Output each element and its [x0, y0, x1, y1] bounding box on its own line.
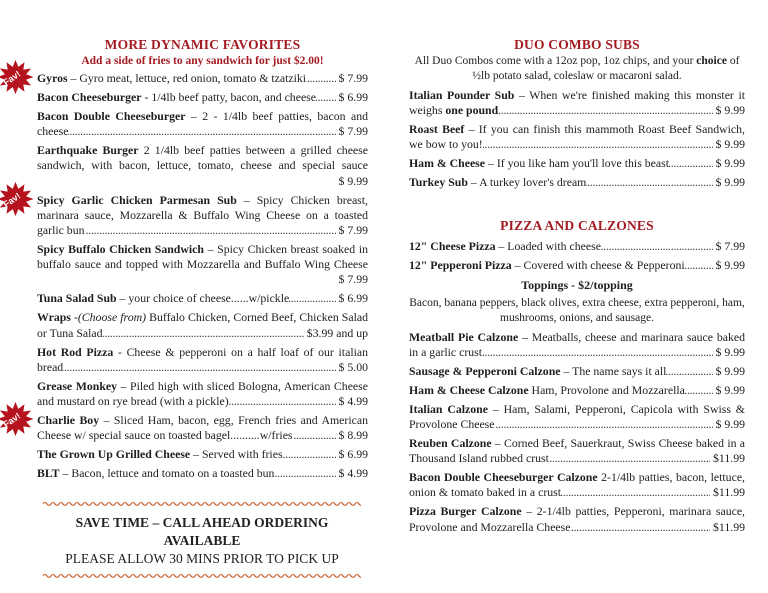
intro-text-end: of ½lb potato salad, coleslaw or macaroni salad.: [472, 55, 740, 82]
menu-item: [37, 109, 368, 139]
wavy-divider-bottom: [43, 572, 361, 580]
menu-item: [37, 379, 368, 409]
item-text: [409, 364, 666, 378]
menu-item: [409, 436, 745, 466]
menu-item: [37, 310, 368, 340]
menu-item: [409, 122, 745, 152]
item-name: Spicy Buffalo Chicken Sandwich: [37, 242, 204, 257]
item-price: $ 6.99: [336, 447, 369, 462]
menu-item: [409, 383, 745, 398]
item-text: [409, 383, 685, 397]
pizza-calzones-heading: PIZZA AND CALZONES: [500, 217, 654, 233]
menu-item: [409, 402, 745, 432]
item-text: [409, 239, 601, 253]
item-text: [37, 143, 368, 172]
menu-item: [409, 470, 745, 500]
item-price: $ 9.99: [713, 175, 746, 190]
item-text: [37, 109, 368, 138]
duo-combo-list: [409, 88, 745, 191]
pickup-notice: PLEASE ALLOW 30 MINS PRIOR TO PICK UP: [65, 551, 339, 566]
item-description: Piled high with sliced Bologna, American Cheese and mustard on rye bread (with a pickle): [37, 378, 368, 409]
item-description: Sliced Ham, bacon, egg, French fries and American Cheese w/ special sauce on toasted bagel..........w/fries: [37, 413, 368, 443]
item-price: $ 9.99: [713, 364, 746, 379]
item-description: The name says it all: [572, 363, 667, 378]
item-price: $ 9.99: [713, 103, 746, 118]
call-ahead-text: SAVE TIME – CALL AHEAD ORDERING AVAILABLE: [75, 515, 329, 548]
menu-item: [409, 364, 745, 379]
item-price: $ 7.99: [336, 124, 369, 139]
item-price: $11.99: [710, 520, 745, 535]
item-description-emphasis: one pound: [445, 103, 499, 118]
item-description: Spicy Chicken breast soaked in buffalo sauce and topped with Mozzarella and Buffalo Wing Cheese: [37, 242, 368, 272]
intro-emphasis: choice: [696, 55, 727, 67]
fav-badge: [0, 181, 34, 217]
menu-item: [409, 258, 745, 273]
item-price: $ 9.99: [713, 156, 746, 171]
item-name: Roast Beef: [409, 122, 465, 137]
call-ahead-banner: [43, 500, 361, 580]
item-name: 12" Cheese Pizza: [409, 238, 496, 253]
calzone-list: [409, 330, 745, 535]
item-name: Pizza Burger Calzone: [409, 504, 522, 519]
item-name: BLT: [37, 466, 60, 481]
pizza-list: [409, 239, 745, 273]
item-separator: –: [203, 242, 218, 257]
item-text: [37, 291, 289, 305]
menu-item-body: [37, 71, 368, 86]
item-description: Ham, Provolone and Mozzarella: [531, 382, 685, 397]
menu-item: [37, 143, 368, 189]
item-description: A turkey lover's dream: [479, 175, 587, 190]
item-name: Turkey Sub: [409, 175, 468, 190]
item-separator: –: [467, 175, 480, 190]
item-text: [409, 330, 745, 359]
item-price: $ 4.99: [336, 466, 369, 481]
duo-combo-intro: [409, 54, 745, 84]
more-dynamic-favorites-section: [1, 36, 368, 485]
right-column: [409, 36, 745, 539]
item-description: Loaded with cheese: [507, 238, 601, 253]
item-text: [37, 242, 368, 271]
menu-item: [409, 330, 745, 360]
item-description: 2 - 1/4lb beef patties, bacon and cheese: [37, 109, 368, 139]
item-text: [409, 156, 669, 170]
menu-item-favorite: [1, 68, 368, 88]
item-text: [37, 447, 283, 461]
menu-item: [37, 90, 368, 105]
item-description: Corned Beef, Sauerkraut, Swiss Cheese baked in a Thousand Island rubbed crust: [409, 436, 745, 466]
fav-badge: [0, 401, 34, 437]
menu-item-body: [37, 193, 368, 239]
item-text: [37, 71, 306, 85]
item-price: $ 9.99: [713, 137, 746, 152]
item-name: Tuna Salad Sub: [37, 291, 117, 306]
item-name: Hot Rod Pizza: [37, 344, 114, 359]
item-description: Cheese & pepperoni on a half loaf of our italian bread: [37, 344, 368, 374]
menu-item: [37, 466, 368, 481]
item-price: $ 6.99: [336, 90, 369, 105]
item-description: 2 1/4lb beef patties between a grilled cheese sandwich, with bacon, lettuce, tomato, cheese and special sauce: [37, 143, 368, 173]
item-name: Earthquake Burger: [37, 143, 139, 158]
item-price: $11.99: [710, 485, 745, 500]
fav-badge: [0, 59, 34, 95]
item-separator: –: [67, 71, 80, 85]
item-separator: –: [560, 363, 573, 378]
item-separator: -: [113, 344, 127, 359]
item-separator: –: [117, 378, 131, 393]
menu-item: [409, 88, 745, 118]
item-separator: -: [141, 90, 152, 104]
item-name: Ham & Cheese Calzone: [409, 382, 529, 397]
favorites-list: [1, 68, 368, 481]
item-text: [409, 470, 745, 499]
item-note: (Choose from): [77, 310, 147, 325]
menu-item-favorite: [1, 410, 368, 443]
item-price: $ 9.99: [713, 417, 746, 432]
item-separator: –: [511, 257, 524, 272]
item-separator: –: [495, 238, 508, 253]
fav-badge-label: Fav!: [1, 190, 23, 210]
item-description: If you like ham you'll love this beast: [496, 156, 669, 171]
item-separator: –: [518, 329, 532, 344]
toppings-list: Bacon, banana peppers, black olives, extra cheese, extra pepperoni, ham, mushrooms, onions, and sausage.: [409, 296, 745, 324]
item-price: $ 5.00: [336, 360, 369, 375]
item-price: $ 7.99: [336, 272, 369, 287]
item-description: your choice of cheese......w/pickle: [128, 291, 290, 306]
item-description: Covered with cheese & Pepperoni: [523, 257, 685, 272]
item-separator: –: [514, 88, 530, 102]
item-name: Ham & Cheese: [409, 156, 486, 171]
item-price: $ 6.99: [336, 291, 369, 306]
item-price: $ 7.99: [713, 239, 746, 254]
item-name: Gyros: [37, 71, 68, 85]
item-description: Served with fries: [201, 447, 283, 462]
menu-item: [37, 242, 368, 288]
item-text: [37, 379, 368, 408]
item-description: 2-1/4lb patties, bacon, lettuce, onion & tomato baked in a crust: [409, 470, 745, 500]
item-description: Bacon, lettuce and tomato on a toasted bun: [71, 466, 275, 481]
menu-item: [409, 239, 745, 254]
menu-item: [409, 504, 745, 534]
section-heading: MORE DYNAMIC FAVORITES: [104, 37, 301, 52]
intro-text: All Duo Combos come with a 12oz pop, 1oz chips, and your: [414, 55, 697, 67]
item-separator: –: [491, 436, 504, 451]
menu-item: [409, 156, 745, 171]
item-separator: –: [59, 466, 72, 481]
item-description: Gyro meat, lettuce, red onion, tomato & tzatziki: [79, 71, 307, 85]
item-name: Grease Monkey: [37, 378, 118, 393]
item-name: Bacon Cheeseburger: [37, 90, 142, 104]
item-name: Wraps: [37, 310, 71, 325]
item-name: Italian Calzone: [409, 401, 488, 416]
menu-item: [409, 175, 745, 190]
item-name: Bacon Double Cheeseburger: [37, 109, 186, 123]
fav-badge-label: Fav!: [1, 410, 23, 430]
menu-item: [37, 291, 368, 306]
toppings-title: Toppings - $2/topping: [521, 277, 633, 292]
item-description: When we're finished making this monster it weighs: [409, 88, 745, 118]
item-separator: -: [70, 310, 78, 325]
item-text: [409, 122, 745, 151]
fav-badge-label: Fav!: [1, 68, 23, 88]
item-price: $11.99: [710, 451, 745, 466]
menu-item-favorite: [1, 190, 368, 239]
item-description: Meatballs, cheese and marinara sauce baked in a garlic crust: [409, 329, 745, 359]
item-name: 12" Pepperoni Pizza: [409, 257, 512, 272]
item-price: $ 7.99: [336, 223, 369, 238]
item-price: $3.99 and up: [304, 326, 368, 341]
item-text: [409, 402, 745, 431]
item-separator: –: [99, 413, 114, 428]
item-description: Buffalo Chicken, Corned Beef, Chicken Salad or Tuna Salad: [37, 310, 368, 340]
item-description: 1/4lb beef patty, bacon, and cheese: [151, 90, 317, 104]
item-description: 2-1/4lb patties, Pepperoni, marinara sauce, Provolone and Mozzarella Cheese: [409, 504, 745, 534]
item-text: [37, 193, 368, 237]
item-separator: –: [521, 504, 537, 519]
item-separator: –: [485, 156, 497, 171]
item-name: Sausage & Pepperoni Calzone: [409, 363, 561, 378]
item-description: Spicy Chicken breast, marinara sauce, Mozzarella & Buffalo Wing Cheese on a toasted garlic bun: [37, 192, 368, 238]
item-text: [409, 88, 745, 117]
duo-combo-heading: DUO COMBO SUBS: [514, 37, 640, 52]
item-separator: –: [464, 122, 479, 137]
item-name: Spicy Garlic Chicken Parmesan Sub: [37, 192, 237, 207]
item-name: Reuben Calzone: [409, 436, 492, 451]
item-price: $ 4.99: [336, 394, 369, 409]
item-price: $ 9.99: [713, 383, 746, 398]
item-text: [37, 413, 368, 442]
item-name: Italian Pounder Sub: [409, 88, 515, 102]
item-price: $ 8.99: [336, 428, 369, 443]
menu-item: [37, 345, 368, 375]
item-text: [409, 436, 745, 465]
item-price: $ 9.99: [336, 174, 369, 189]
item-name: The Grown Up Grilled Cheese: [37, 447, 191, 462]
item-text: [409, 175, 586, 189]
item-price: $ 7.99: [336, 71, 369, 86]
item-text: [409, 504, 745, 533]
item-text: [37, 466, 274, 480]
fries-note: Add a side of fries to any sandwich for just $2.00!: [81, 55, 324, 67]
item-name: Charlie Boy: [37, 413, 100, 428]
item-price: $ 9.99: [713, 258, 746, 273]
item-separator: –: [185, 109, 203, 123]
item-price: $ 9.99: [713, 345, 746, 360]
item-description: If you can finish this mammoth Roast Beef Sandwich, we bow to you!: [409, 122, 745, 152]
item-separator: –: [116, 291, 129, 306]
item-name: Meatball Pie Calzone: [409, 329, 519, 344]
item-separator: –: [236, 192, 257, 207]
wavy-divider-top: [43, 500, 361, 508]
item-separator: –: [487, 401, 504, 416]
item-separator: –: [190, 447, 202, 462]
menu-item: [37, 447, 368, 462]
item-text: [37, 345, 368, 374]
item-description: Ham, Salami, Pepperoni, Capicola with Swiss & Provolone Cheese: [409, 401, 745, 432]
item-text: [409, 258, 685, 272]
item-name: Bacon Double Cheeseburger Calzone: [409, 470, 598, 485]
item-text: [37, 90, 316, 104]
menu-item-body: [37, 413, 368, 443]
